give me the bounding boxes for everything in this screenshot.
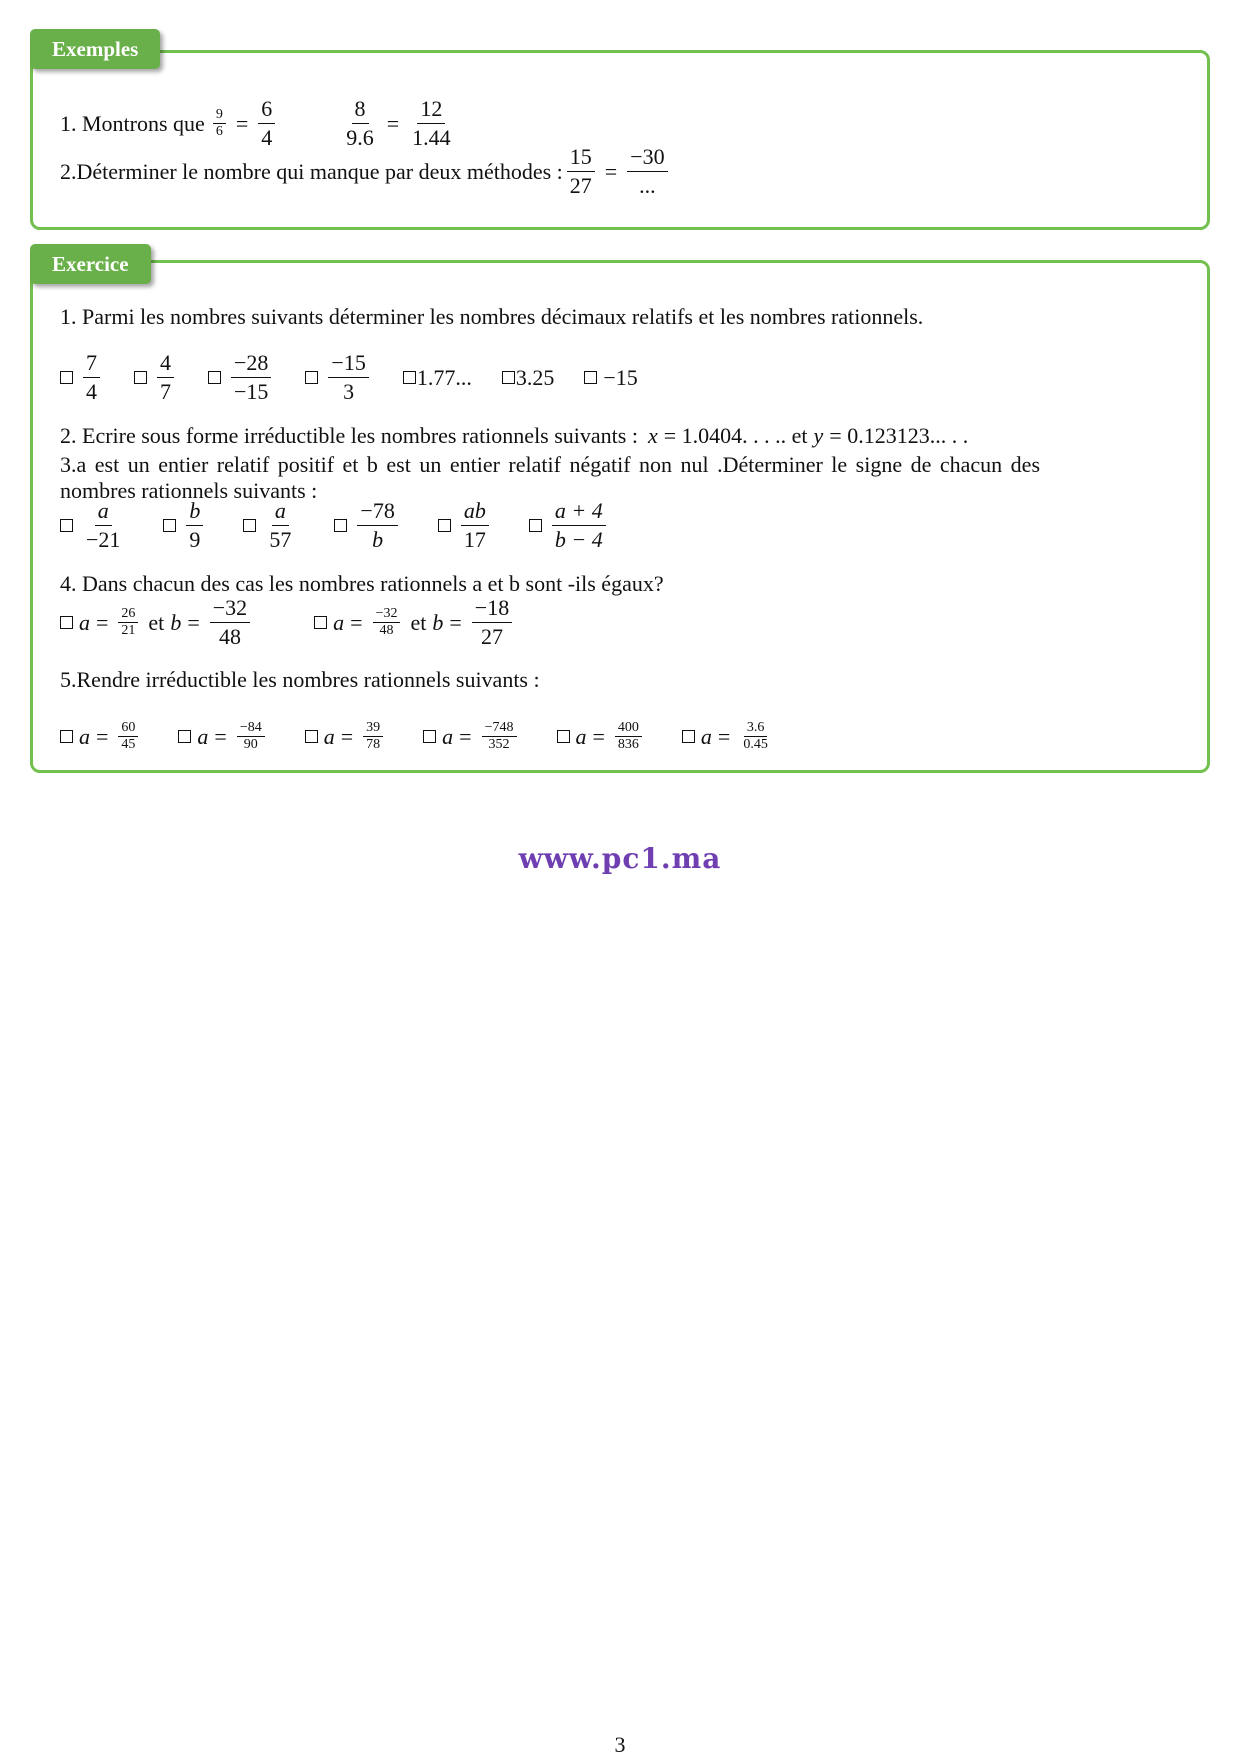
exercice-q3: 3.a est un entier relatif positif et b est un entier relatif négatif non nul .Déterminer le signe de chacun des <box>60 452 1041 477</box>
exercice-q4-items <box>60 597 516 648</box>
list-item: $\frac{4}{7}$ <box>134 352 178 403</box>
list-item: $\frac{-78}{b}$ <box>334 500 401 551</box>
list-item: a = $\frac{400}{836}$ <box>557 721 646 752</box>
list-item: a = $\frac{-84}{90}$ <box>178 721 268 752</box>
website-link[interactable]: www.pc1.ma <box>518 842 722 875</box>
checkbox-icon <box>584 371 597 384</box>
checkbox-icon <box>60 371 73 384</box>
fraction: $\frac{12}{1.44}$ <box>412 96 451 150</box>
checkbox-icon <box>314 616 327 629</box>
exercice-tag: Exercice <box>30 244 151 284</box>
fraction: $\frac{6}{4}$ <box>258 98 275 149</box>
fraction: $\frac{8}{9.6}$ <box>346 96 374 150</box>
list-item: 3.25 <box>502 365 555 391</box>
list-item: 1.77... <box>403 365 472 391</box>
list-item: a = $\frac{-748}{352}$ <box>423 721 520 752</box>
list-item: a = $\frac{-32}{48}$ et b = $\frac{-18}{27}$ <box>314 597 516 648</box>
list-item: $\frac{-28}{-15}$ <box>208 352 275 403</box>
exemples-q2-text: 2.Déterminer le nombre qui manque par deux méthodes : <box>60 158 563 184</box>
list-item: $\frac{-15}{3}$ <box>305 352 372 403</box>
exercice-q2: 2. Ecrire sous forme irréductible les nombres rationnels suivants : x = 1.0404. . . .. et y = 0.123123... . . <box>60 423 969 448</box>
list-item: $\frac{ab}{17}$ <box>438 500 493 551</box>
checkbox-icon <box>502 371 515 384</box>
exercice-q3-line2: nombres rationnels suivants : <box>60 478 318 503</box>
exemples-tag: Exemples <box>30 29 160 69</box>
list-item: a = $\frac{39}{78}$ <box>305 721 387 752</box>
exercice-q3-items <box>60 500 610 551</box>
checkbox-icon <box>163 519 176 532</box>
exemples-q1-text: 1. Montrons que <box>60 110 205 136</box>
fraction: $\frac{9}{6}$ <box>213 108 226 139</box>
exercice-q4: 4. Dans chacun des cas les nombres rationnels a et b sont -ils égaux? <box>60 571 664 596</box>
checkbox-icon <box>60 616 73 629</box>
checkbox-icon <box>305 730 318 743</box>
list-item: $\frac{a}{-21}$ <box>60 500 127 551</box>
exercice-q1-items <box>60 352 638 403</box>
checkbox-icon <box>208 371 221 384</box>
list-item: a = $\frac{3.6}{0.45}$ <box>682 721 775 752</box>
checkbox-icon <box>178 730 191 743</box>
list-item: $\frac{a + 4}{b - 4}$ <box>529 500 610 551</box>
checkbox-icon <box>403 371 416 384</box>
checkbox-icon <box>682 730 695 743</box>
checkbox-icon <box>60 730 73 743</box>
fraction: $\frac{15}{27}$ <box>567 146 595 197</box>
exercice-q1: 1. Parmi les nombres suivants déterminer les nombres décimaux relatifs et les nombres rationnels. <box>60 304 924 329</box>
checkbox-icon <box>134 371 147 384</box>
checkbox-icon <box>529 519 542 532</box>
checkbox-icon <box>557 730 570 743</box>
checkbox-icon <box>423 730 436 743</box>
list-item: $\frac{b}{9}$ <box>163 500 207 551</box>
list-item: −15 <box>584 365 637 391</box>
list-item: $\frac{7}{4}$ <box>60 352 104 403</box>
exemples-q1: 1. Montrons que $\frac{9}{6}$ = $\frac{6}{4}$ $\frac{8}{9.6}$ = $\frac{12}{1.44}$ <box>60 98 458 149</box>
checkbox-icon <box>60 519 73 532</box>
checkbox-icon <box>438 519 451 532</box>
fraction: $\frac{-30}{...}$ <box>627 146 667 197</box>
exercice-q5: 5.Rendre irréductible les nombres rationnels suivants : <box>60 667 540 692</box>
list-item: a = $\frac{26}{21}$ et b = $\frac{-32}{48}$ <box>60 597 254 648</box>
checkbox-icon <box>334 519 347 532</box>
list-item: a = $\frac{60}{45}$ <box>60 721 142 752</box>
checkbox-icon <box>305 371 318 384</box>
exemples-q2: 2.Déterminer le nombre qui manque par deux méthodes : $\frac{15}{27}$ = $\frac{-30}{...}$ <box>60 146 672 197</box>
checkbox-icon <box>243 519 256 532</box>
list-item: $\frac{a}{57}$ <box>243 500 298 551</box>
exercice-q5-items <box>60 721 775 752</box>
page-number: 3 <box>614 1732 626 1757</box>
